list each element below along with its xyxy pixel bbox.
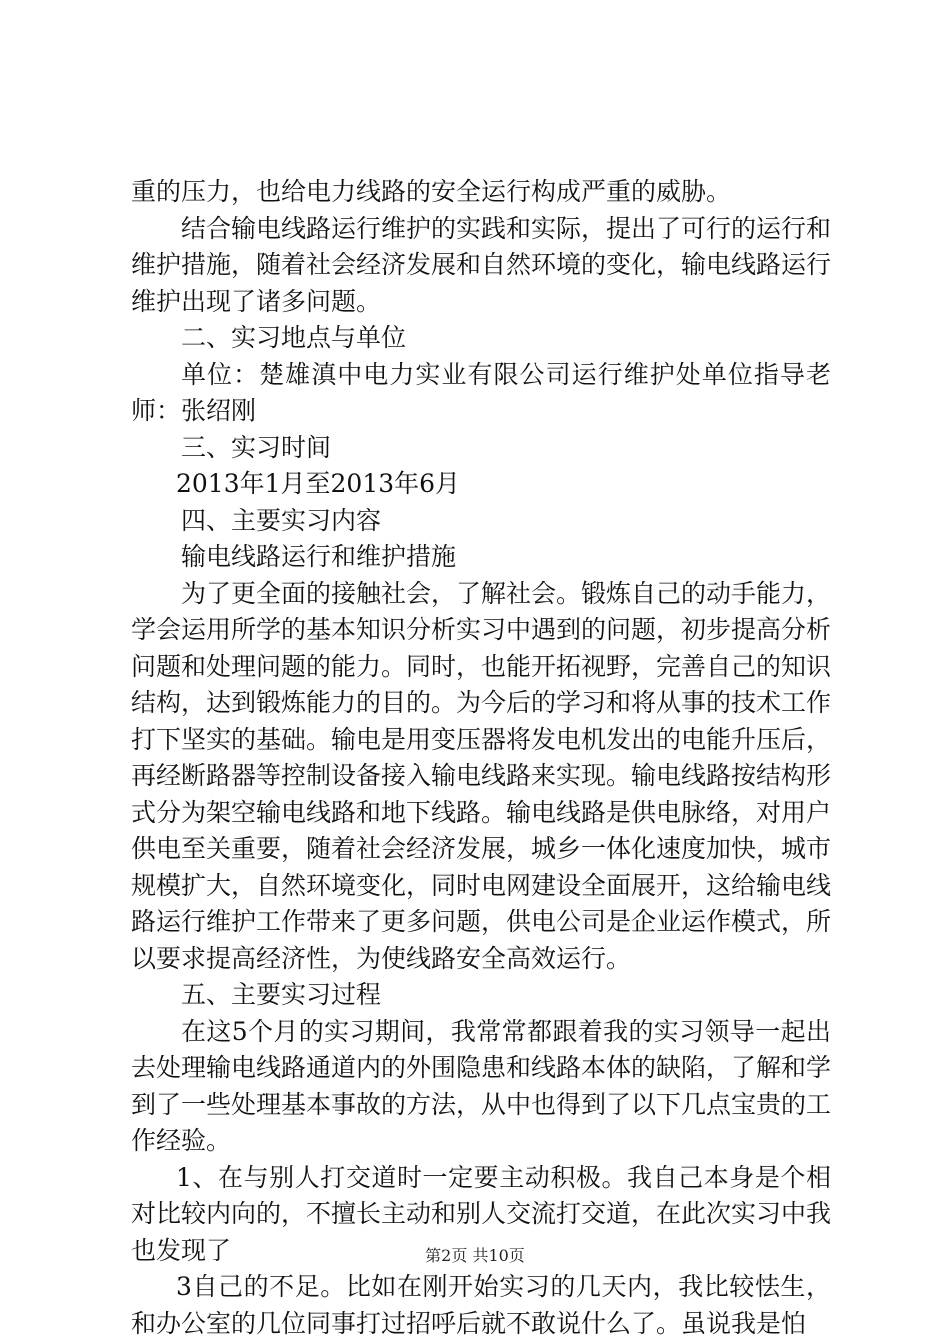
paragraph-experience-continued: 3自己的不足。比如在刚开始实习的几天内，我比较怯生，和办公室的几位同事打过招呼后就不敢说什么了。虽说我是怕	[131, 1272, 831, 1338]
paragraph-content-body: 为了更全面的接触社会，了解社会。锻炼自己的动手能力，学会运用所学的基本知识分析实习中遇到的问题，初步提高分析问题和处理问题的能力。同时，也能开拓视野，完善自己的知识结构，达到锻炼能力的目的。为今后的学习和将从事的技术工作打下坚实的基础。输电是用变压器将发电机发出的电能升压后，再经断路器等控制设备接入输电线路来实现。输电线路按结构形式分为架空输电线路和地下线路。输电线路是供电脉络，对用户供电至关重要，随着社会经济发展，城乡一体化速度加快，城市规模扩大，自然环境变化，同时电网建设全面展开，这给输电线路运行维护工作带来了更多问题，供电公司是企业运作模式，所以要求提高经济性，为使线路安全高效运行。	[131, 578, 832, 973]
paragraph-unit: 单位：楚雄滇中电力实业有限公司运行维护处单位指导老师：张绍刚	[131, 359, 831, 425]
paragraph-process-body: 在这5个月的实习期间，我常常都跟着我的实习领导一起出去处理输电线路通道内的外围隐患和线路本体的缺陷，了解和学到了一些处理基本事故的方法，从中也得到了以下几点宝贵的工作经验。	[131, 1016, 832, 1155]
document-body	[131, 174, 831, 1342]
section-heading-content: 四、主要实习内容	[181, 505, 382, 535]
paragraph-subtitle: 输电线路运行和维护措施	[181, 542, 457, 571]
section-heading-location: 二、实习地点与单位	[181, 323, 407, 352]
section-heading-time: 三、实习时间	[181, 432, 332, 462]
paragraph-continuation: 重的压力，也给电力线路的安全运行构成严重的威胁。	[131, 177, 732, 206]
paragraph-time-range: 2013年1月至2013年6月	[176, 469, 461, 498]
page-footer: 第2页 共10页	[425, 1246, 525, 1265]
section-heading-process: 五、主要实习过程	[181, 980, 382, 1009]
paragraph-intro: 结合输电线路运行维护的实践和实际，提出了可行的运行和维护措施，随着社会经济发展和自然环境的变化，输电线路运行维护出现了诸多问题。	[131, 213, 832, 316]
paragraph-experience-1: 1、在与别人打交道时一定要主动积极。我自己本身是个相对比较内向的，不擅长主动和别人交流打交道，在此次实习中我也发现了	[131, 1162, 832, 1265]
